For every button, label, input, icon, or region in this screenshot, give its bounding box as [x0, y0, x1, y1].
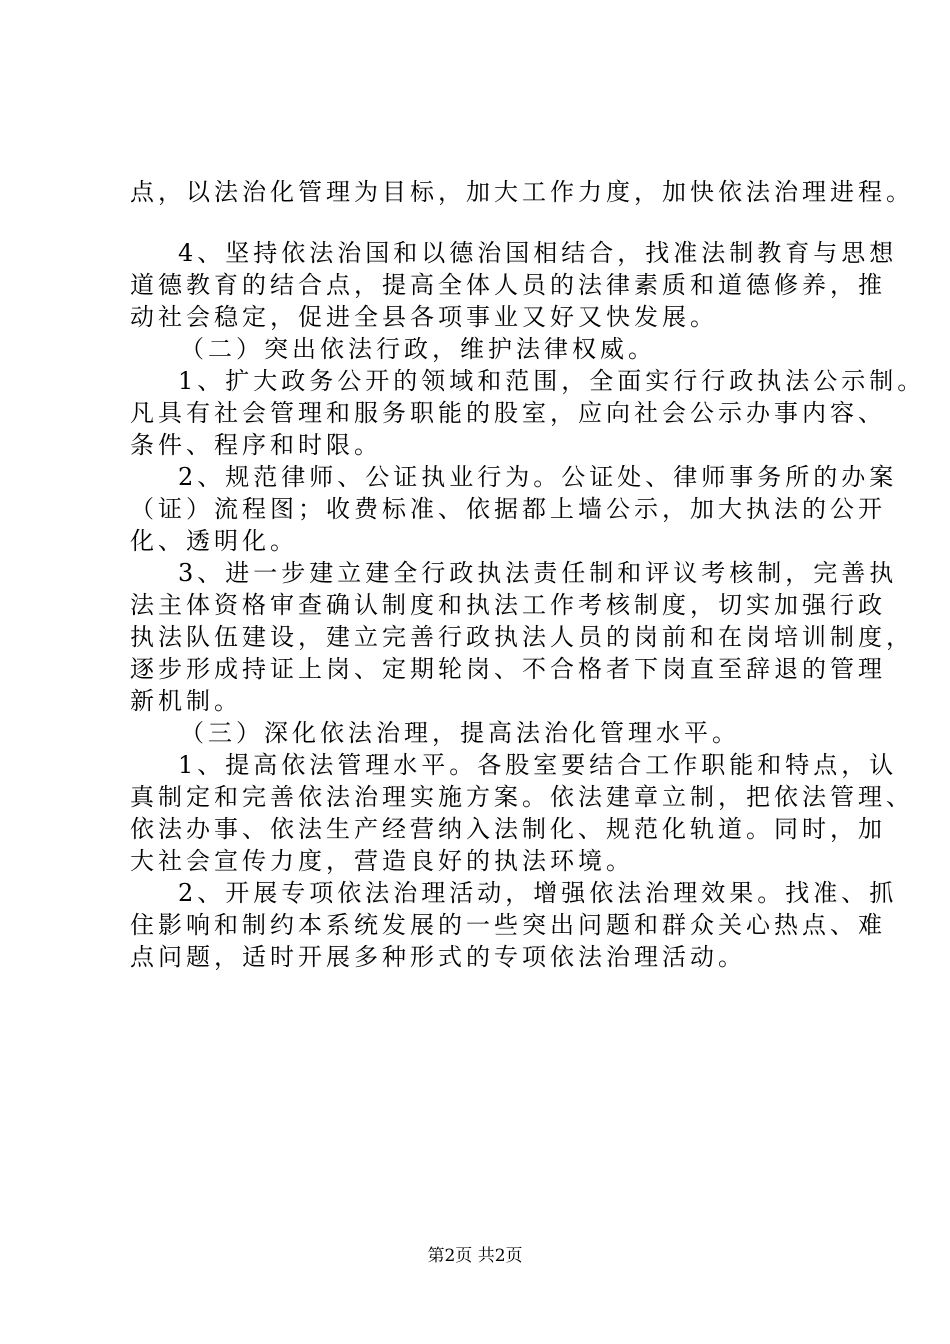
paragraph-line-continuation: 点，以法治化管理为目标，加大工作力度，加快依法治理进程。 [130, 178, 914, 206]
paragraph-line: 住影响和制约本系统发展的一些突出问题和群众关心热点、难 [130, 911, 886, 939]
section-heading-three: （三）深化依法治理，提高法治化管理水平。 [180, 719, 740, 747]
paragraph-line: 点问题，适时开展多种形式的专项依法治理活动。 [130, 943, 746, 971]
section-heading-two: （二）突出依法行政，维护法律权威。 [180, 335, 656, 363]
paragraph-line: 动社会稳定，促进全县各项事业又好又快发展。 [130, 303, 718, 331]
paragraph-line: 新机制。 [130, 687, 242, 715]
paragraph-line-item-4-start: 4、坚持依法治国和以德治国相结合，找准法制教育与思想 [178, 239, 898, 267]
page-number-footer: 第2页 共2页 [427, 1246, 523, 1266]
paragraph-line: 执法队伍建设，建立完善行政执法人员的岗前和在岗培训制度， [130, 623, 914, 651]
paragraph-line: 依法办事、依法生产经营纳入法制化、规范化轨道。同时，加 [130, 815, 886, 843]
paragraph-line: 真制定和完善依法治理实施方案。依法建章立制，把依法管理、 [130, 783, 914, 811]
paragraph-line: （证）流程图；收费标准、依据都上墙公示，加大执法的公开 [130, 495, 886, 523]
paragraph-line: 法主体资格审查确认制度和执法工作考核制度，切实加强行政 [130, 591, 886, 619]
paragraph-line-item-2-start: 2、规范律师、公证执业行为。公证处、律师事务所的办案 [178, 463, 898, 491]
paragraph-line-item-2-start: 2、开展专项依法治理活动，增强依法治理效果。找准、抓 [178, 879, 898, 907]
paragraph-line-item-3-start: 3、进一步建立建全行政执法责任制和评议考核制，完善执 [178, 559, 898, 587]
paragraph-line: 化、透明化。 [130, 527, 298, 555]
paragraph-line: 凡具有社会管理和服务职能的股室，应向社会公示办事内容、 [130, 399, 886, 427]
paragraph-line-item-1-start: 1、扩大政务公开的领域和范围，全面实行行政执法公示制。 [178, 367, 926, 395]
paragraph-line-item-1-start: 1、提高依法管理水平。各股室要结合工作职能和特点，认 [178, 751, 898, 779]
paragraph-line: 逐步形成持证上岗、定期轮岗、不合格者下岗直至辞退的管理 [130, 655, 886, 683]
paragraph-line: 条件、程序和时限。 [130, 431, 382, 459]
paragraph-line: 道德教育的结合点，提高全体人员的法律素质和道德修养，推 [130, 271, 886, 299]
paragraph-line: 大社会宣传力度，营造良好的执法环境。 [130, 847, 634, 875]
